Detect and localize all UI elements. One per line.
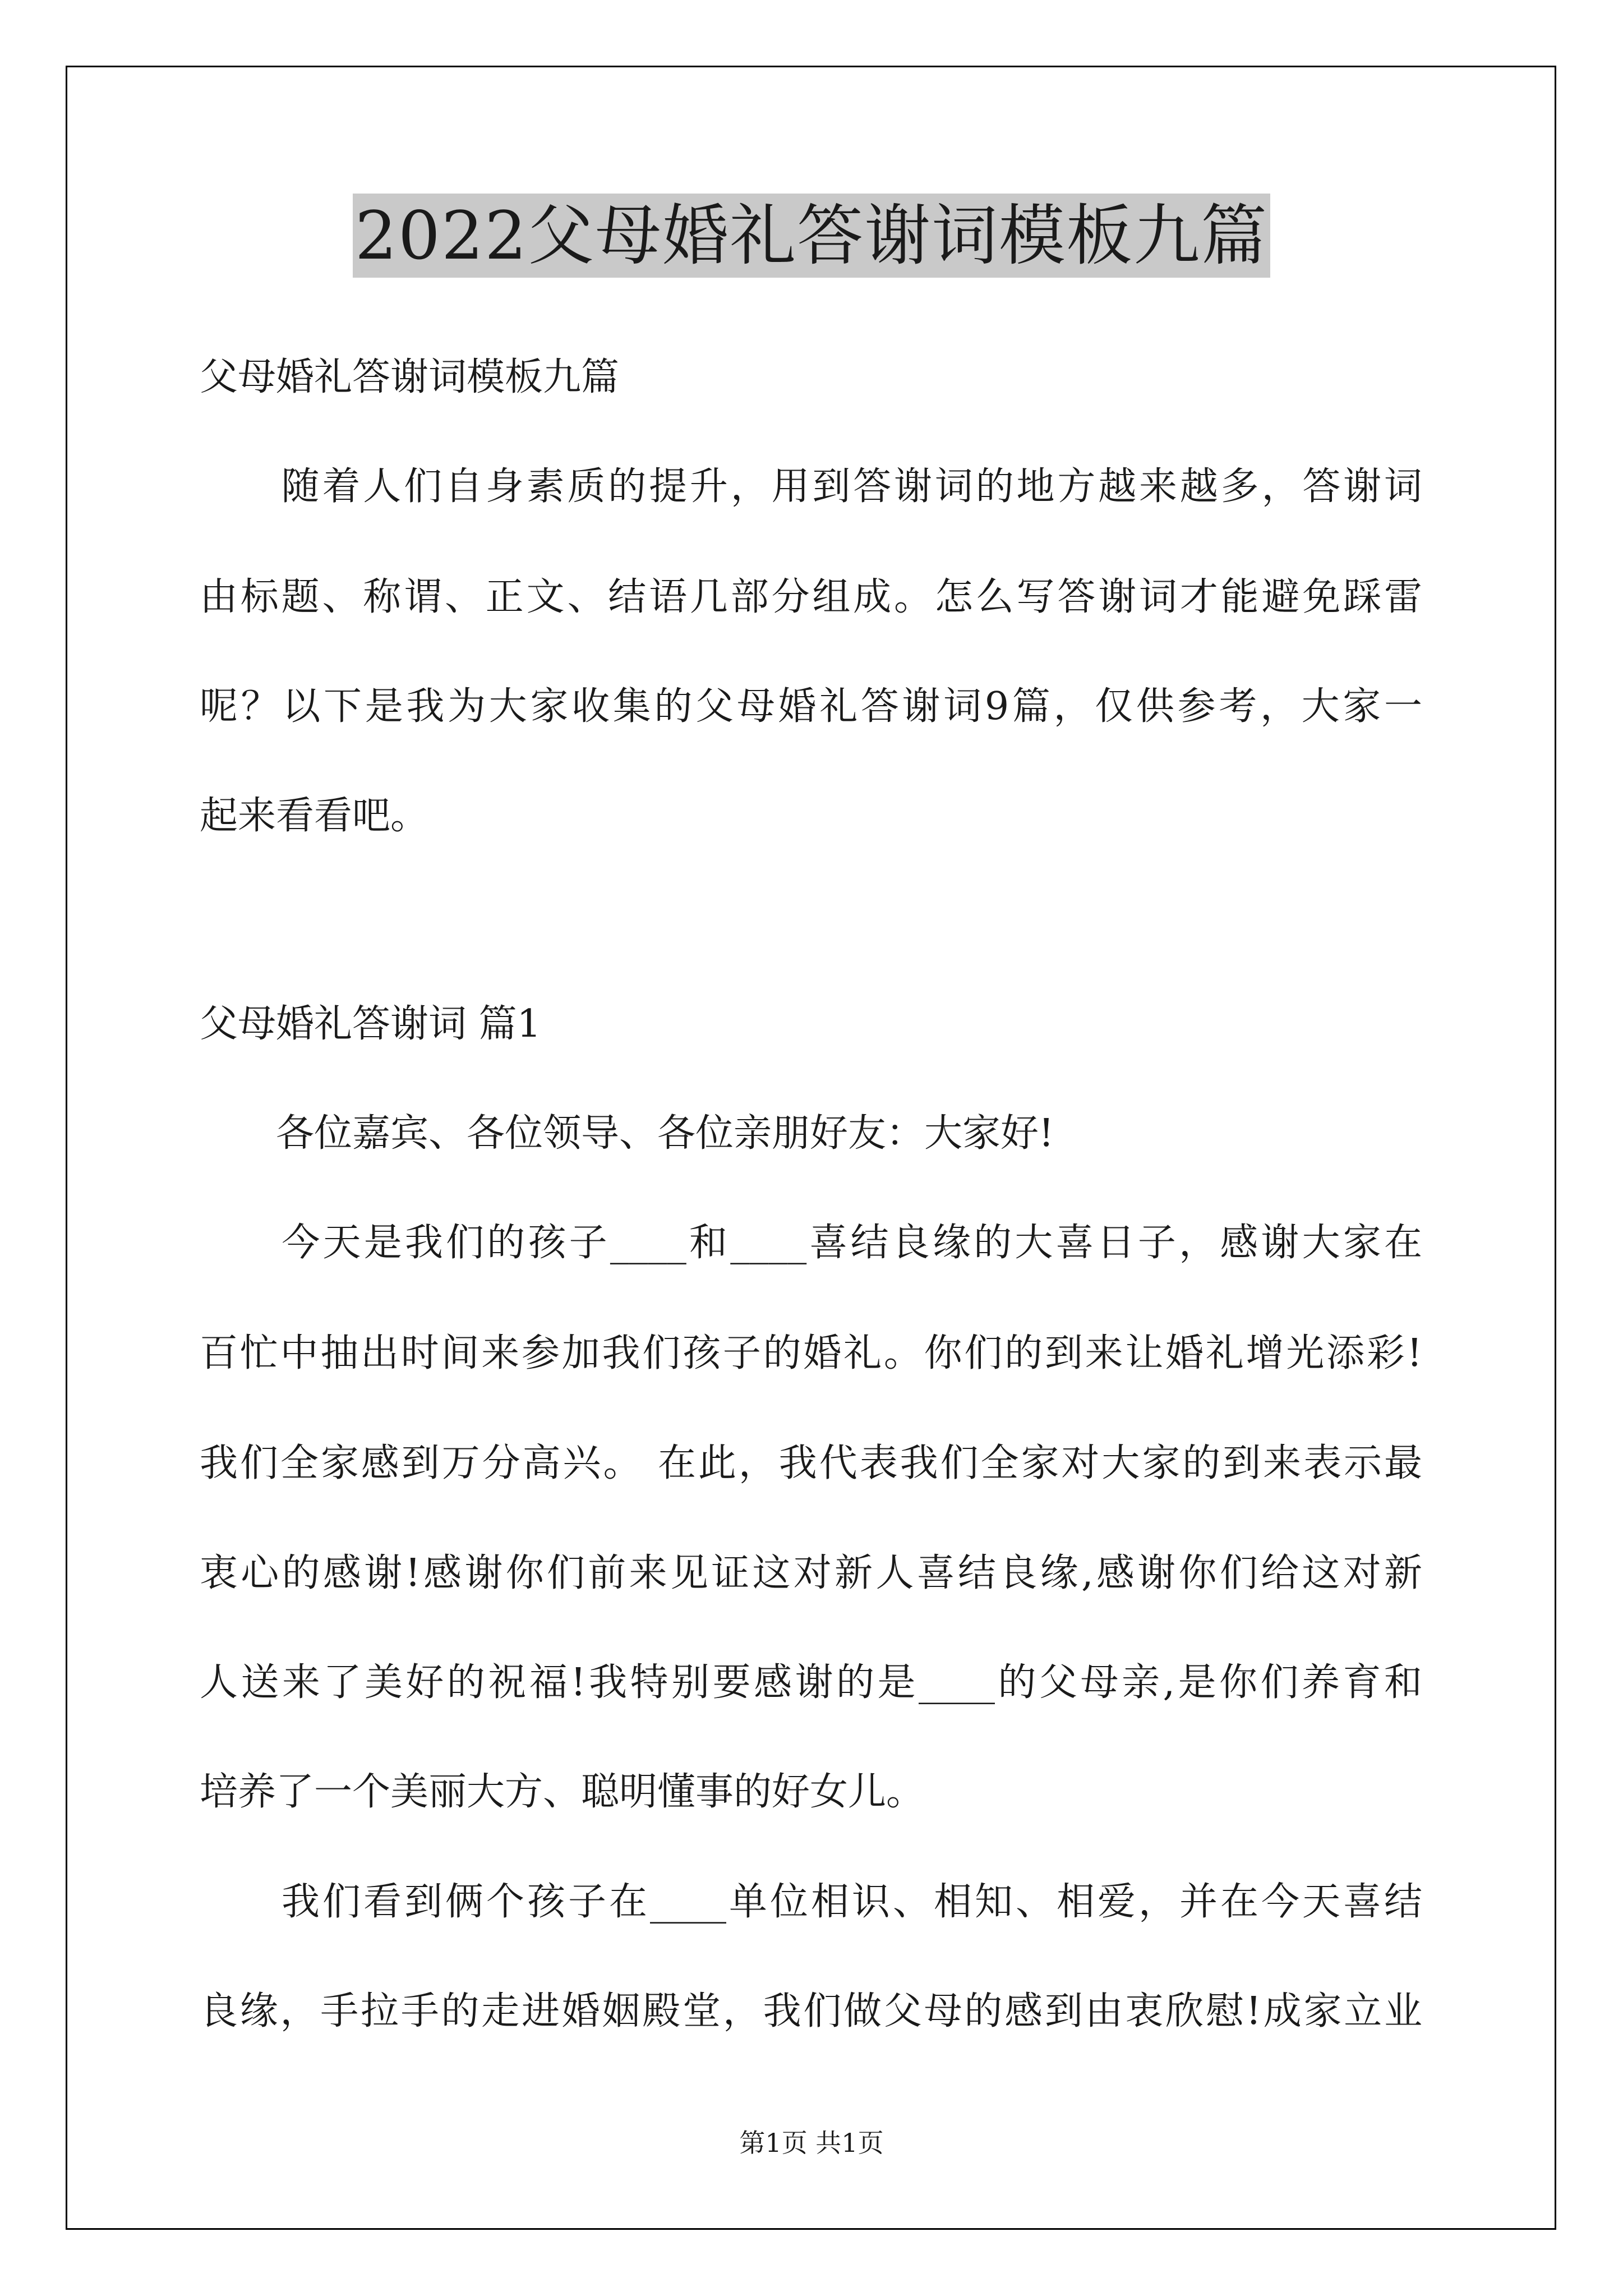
section-heading: 父母婚礼答谢词 篇1 (200, 1002, 541, 1046)
body-line-3: 百忙中抽出时间来参加我们孩子的婚礼。你们的到来让婚礼增光添彩! (200, 1331, 1422, 1375)
body-line-4: 我们全家感到万分高兴。 在此，我代表我们全家对大家的到来表示最 (200, 1441, 1422, 1485)
body-line-9: 良缘，手拉手的走进婚姻殿堂，我们做父母的感到由衷欣慰!成家立业 (200, 1989, 1422, 2033)
body-line-8: 我们看到俩个孩子在____单位相识、相知、相爱，并在今天喜结 (200, 1880, 1422, 1924)
intro-line-3: 呢？以下是我为大家收集的父母婚礼答谢词9篇，仅供参考，大家一 (200, 684, 1422, 729)
body-line-1: 各位嘉宾、各位领导、各位亲朋好友：大家好! (200, 1111, 1054, 1156)
document-subtitle: 父母婚礼答谢词模板九篇 (200, 355, 620, 399)
document-title: 2022父母婚礼答谢词模板九篇 (353, 194, 1270, 278)
body-line-6: 人送来了美好的祝福!我特别要感谢的是____的父母亲,是你们养育和 (200, 1660, 1422, 1705)
intro-line-1: 随着人们自身素质的提升，用到答谢词的地方越来越多，答谢词 (200, 464, 1422, 509)
intro-line-2: 由标题、称谓、正文、结语几部分组成。怎么写答谢词才能避免踩雷 (200, 575, 1422, 619)
body-line-7: 培养了一个美丽大方、聪明懂事的好女儿。 (200, 1770, 925, 1814)
intro-line-4: 起来看看吧。 (200, 794, 429, 838)
title-container (0, 194, 1623, 278)
body-line-2: 今天是我们的孩子____和____喜结良缘的大喜日子，感谢大家在 (200, 1221, 1422, 1265)
body-line-5: 衷心的感谢!感谢你们前来见证这对新人喜结良缘,感谢你们给这对新 (200, 1551, 1422, 1595)
page-footer: 第1页 共1页 (739, 2128, 884, 2158)
